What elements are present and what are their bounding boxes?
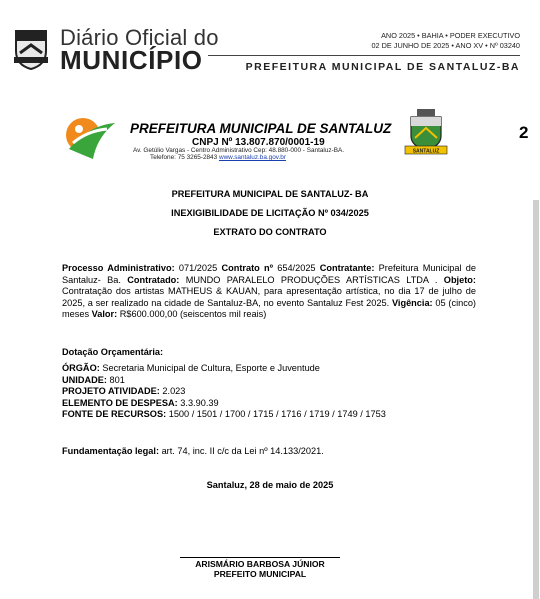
legal-label: Fundamentação legal: (62, 446, 159, 456)
heading-inexigibilidade: INEXIGIBILIDADE DE LICITAÇÃO Nº 034/2025 (171, 208, 369, 218)
signature-line (180, 557, 340, 558)
budget-title: Dotação Orçamentária: (62, 347, 164, 357)
vigencia-value: 05 (cinco) meses (62, 297, 476, 320)
elemento-value: 3.3.90.39 (180, 397, 219, 408)
projeto-value: 2.023 (162, 386, 186, 397)
masthead-title: MUNICÍPIO (60, 45, 203, 75)
budget-list (62, 363, 386, 421)
budget-projeto (62, 386, 386, 398)
city-logo-icon (63, 115, 119, 161)
edition-info-line1: ANO 2025 • BAHIA • PODER EXECUTIVO (381, 31, 520, 40)
legal-value: art. 74, inc. II c/c da Lei nº 14.133/2021. (161, 446, 324, 456)
contratado-label: Contratado: (127, 274, 180, 285)
fonte-label: FONTE DE RECURSOS: (62, 409, 167, 420)
processo-label: Processo Administrativo: (62, 263, 175, 273)
org-banner: PREFEITURA MUNICIPAL DE SANTALUZ-BA (245, 61, 520, 73)
contratante-label: Contratante: (319, 263, 375, 273)
fonte-value: 1500 / 1501 / 1700 / 1715 / 1716 / 1719 / 1749 / 1753 (168, 409, 386, 420)
contract-summary-paragraph (62, 263, 476, 321)
budget-fonte (62, 409, 386, 421)
budget-elemento (62, 398, 386, 410)
heading-extrato: EXTRATO DO CONTRATO (213, 227, 327, 237)
objeto-label: Objeto: (443, 274, 476, 285)
letterhead-contact (150, 154, 286, 161)
letterhead-site-link[interactable]: www.santaluz.ba.gov.br (218, 154, 286, 161)
orgao-label: ÓRGÃO: (62, 363, 100, 373)
projeto-label: PROJETO ATIVIDADE: (62, 386, 160, 397)
unidade-label: UNIDADE: (62, 374, 107, 385)
page-edge-border (533, 200, 539, 599)
masthead-title-small: Diário Oficial do (60, 25, 219, 50)
signature-date: Santaluz, 28 de maio de 2025 (206, 480, 334, 490)
vigencia-label: Vigência: (391, 297, 433, 308)
valor-label: Valor: (91, 309, 118, 320)
edition-info-line2: 02 DE JUNHO DE 2025 • ANO XV • Nº 03240 (371, 41, 520, 50)
budget-unidade (62, 375, 386, 387)
contrato-label: Contrato nº (221, 263, 273, 273)
coat-of-arms-icon (403, 108, 449, 156)
letterhead-cnpj: CNPJ Nº 13.807.870/0001-19 (192, 137, 325, 148)
page-number: 2 (519, 123, 529, 142)
letterhead-address: Av. Getúlio Vargas - Centro Administrativo Cep: 48.880-000 - Santaluz-BA. (133, 147, 344, 154)
signer-name: ARISMÁRIO BARBOSA JÚNIOR (195, 559, 325, 569)
coat-of-arms-label: SANTALUZ (412, 148, 440, 155)
signer-role: PREFEITO MUNICIPAL (213, 569, 307, 579)
contratante-value: Prefeitura Municipal de Santaluz- Ba. (62, 263, 477, 285)
contrato-value: 654/2025 (277, 263, 316, 273)
letterhead-phone: Telefone: 75 3265-2843 (150, 154, 218, 161)
objeto-value: Contratação dos artistas MATHEUS & KAUAN, para apresentação artística, no dia 17 de julho de 2025, a ser realizado na cidade de Santaluz-BA, no evento Santaluz Fest 2025. (62, 286, 476, 308)
valor-value: R$600.000,00 (seiscentos mil reais) (119, 309, 267, 320)
letterhead-title: PREFEITURA MUNICIPAL DE SANTALUZ (130, 121, 392, 136)
masthead-crest-icon (12, 27, 50, 71)
legal-basis (62, 446, 324, 456)
unidade-value: 801 (109, 374, 125, 385)
budget-orgao (62, 363, 386, 375)
header-divider (208, 55, 520, 56)
processo-value: 071/2025 (178, 263, 218, 273)
heading-org: PREFEITURA MUNICIPAL DE SANTALUZ- BA (171, 189, 369, 199)
orgao-value: Secretaria Municipal de Cultura, Esporte e Juventude (102, 363, 320, 373)
contratado-value: MUNDO PARALELO PRODUÇÕES ARTÍSTICAS LTDA . (185, 274, 438, 285)
elemento-label: ELEMENTO DE DESPESA: (62, 397, 178, 408)
